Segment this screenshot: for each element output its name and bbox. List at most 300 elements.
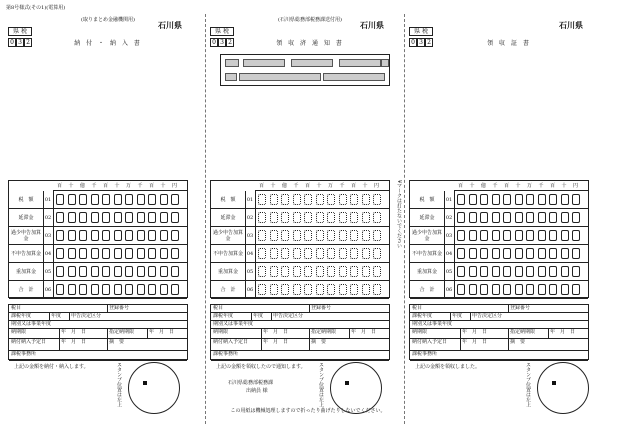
amount-digit-box[interactable] (327, 230, 335, 241)
amount-digit-box[interactable] (102, 248, 110, 259)
info-ymd: 年 月 日 (263, 339, 289, 345)
amount-digit-box[interactable] (561, 284, 569, 295)
info-reg-no: 登録番号 (109, 305, 130, 311)
info-due: 納期限 (412, 329, 428, 335)
amount-digit-box[interactable] (373, 230, 381, 241)
info-divider (470, 313, 471, 320)
amount-digit-box[interactable] (339, 230, 347, 241)
amount-digit-box[interactable] (293, 248, 301, 259)
ocr-bar-segment (243, 59, 285, 67)
info-assessment: 申告決定区分 (472, 313, 503, 319)
amount-digit-box[interactable] (469, 266, 477, 277)
amount-digit-box[interactable] (515, 266, 523, 277)
amount-digit-box[interactable] (316, 266, 324, 277)
amount-digit-box[interactable] (125, 266, 133, 277)
amount-digit-box[interactable] (515, 284, 523, 295)
amount-digit-box[interactable] (56, 284, 64, 295)
amount-digit-box[interactable] (68, 230, 76, 241)
info-designated-due: 指定納期限 (510, 329, 536, 335)
info-designated-due: 指定納期限 (311, 329, 337, 335)
amount-row (211, 245, 389, 263)
info-designated-due: 指定納期限 (109, 329, 135, 335)
amount-digit-box[interactable] (327, 248, 335, 259)
bottom-note: この用紙は機械処理しますので折ったり曲げたりしないでください。 (230, 408, 386, 414)
amount-digit-box[interactable] (171, 212, 179, 223)
prefecture-logo: 石川県 (559, 21, 583, 30)
info-divider (59, 329, 60, 338)
amount-digit-box[interactable] (339, 266, 347, 277)
amount-digit-box[interactable] (56, 248, 64, 259)
amount-digit-box[interactable] (102, 230, 110, 241)
amount-digit-box[interactable] (526, 248, 534, 259)
amount-digit-box[interactable] (148, 248, 156, 259)
prefecture-logo: 石川県 (158, 21, 182, 30)
amount-digit-box[interactable] (91, 284, 99, 295)
amount-digit-box[interactable] (480, 194, 488, 205)
amount-digit-box[interactable] (68, 284, 76, 295)
amount-digit-box[interactable] (281, 194, 289, 205)
amount-digit-box[interactable] (572, 194, 580, 205)
amount-digit-box[interactable] (526, 266, 534, 277)
amount-digit-box[interactable] (68, 248, 76, 259)
footer-person: 出納員 様 (246, 388, 268, 394)
amount-digit-box[interactable] (68, 194, 76, 205)
info-divider (460, 329, 461, 338)
ocr-barcode-area (220, 54, 390, 86)
amount-digit-box[interactable] (281, 266, 289, 277)
amount-digit-box[interactable] (316, 284, 324, 295)
amount-digit-box[interactable] (327, 284, 335, 295)
footer-statement: 上記の金額を領収したので通知します。 (216, 364, 306, 370)
info-divider (107, 329, 108, 338)
stamp-mark (345, 381, 349, 385)
amount-digit-box[interactable] (137, 194, 145, 205)
amount-digit-box[interactable] (457, 284, 465, 295)
amount-digit-box[interactable] (316, 230, 324, 241)
amount-digit-box[interactable] (538, 284, 546, 295)
amount-digit-box[interactable] (549, 266, 557, 277)
row-label: 税 額 (9, 191, 44, 208)
row-number: 02 (245, 209, 256, 226)
info-row (211, 339, 389, 351)
info-divider (309, 329, 310, 338)
info-divider (508, 305, 509, 312)
amount-digit-box[interactable] (293, 230, 301, 241)
row-label: 過少申告加算金 (9, 227, 44, 244)
info-row (211, 351, 389, 361)
row-label: 合 計 (410, 281, 445, 298)
amount-digit-box[interactable] (362, 266, 370, 277)
amount-digit-box[interactable] (572, 284, 580, 295)
amount-digit-box[interactable] (171, 266, 179, 277)
amount-digit-box[interactable] (160, 212, 168, 223)
digit-header: 万 (527, 183, 533, 189)
amount-digit-box[interactable] (350, 266, 358, 277)
amount-digit-box[interactable] (572, 266, 580, 277)
digit-header: 円 (172, 183, 178, 189)
code-digit: 3 (218, 38, 226, 47)
amount-digit-box[interactable] (561, 212, 569, 223)
amount-digit-box[interactable] (304, 194, 312, 205)
amount-digit-box[interactable] (457, 266, 465, 277)
amount-digit-box[interactable] (327, 194, 335, 205)
amount-digit-box[interactable] (137, 266, 145, 277)
amount-digit-box[interactable] (171, 284, 179, 295)
amount-digit-box[interactable] (561, 230, 569, 241)
amount-digit-box[interactable] (114, 212, 122, 223)
amount-digit-box[interactable] (526, 212, 534, 223)
tax-info-section (8, 304, 188, 360)
info-divider (261, 329, 262, 338)
amount-row (9, 263, 187, 281)
amount-digit-box[interactable] (503, 194, 511, 205)
amount-digit-box[interactable] (561, 266, 569, 277)
amount-digit-box[interactable] (350, 194, 358, 205)
amount-digit-box[interactable] (68, 266, 76, 277)
info-divider (69, 313, 70, 320)
amount-row (211, 281, 389, 299)
digit-header: 千 (91, 183, 97, 189)
amount-digit-box[interactable] (373, 248, 381, 259)
amount-digit-box[interactable] (258, 212, 266, 223)
amount-digit-box[interactable] (293, 266, 301, 277)
amount-digit-box[interactable] (160, 248, 168, 259)
amount-digit-box[interactable] (270, 266, 278, 277)
amount-digit-box[interactable] (137, 230, 145, 241)
info-assessment: 申告決定区分 (273, 313, 304, 319)
amount-digit-box[interactable] (503, 266, 511, 277)
amount-digit-box[interactable] (480, 266, 488, 277)
amount-digit-box[interactable] (160, 194, 168, 205)
amount-digit-box[interactable] (91, 266, 99, 277)
amount-digit-box[interactable] (549, 212, 557, 223)
amount-digit-box[interactable] (561, 194, 569, 205)
digit-header: 百 (259, 183, 265, 189)
amount-digit-box[interactable] (102, 194, 110, 205)
amount-row (211, 209, 389, 227)
amount-digit-box[interactable] (125, 194, 133, 205)
amount-digit-box[interactable] (515, 230, 523, 241)
amount-digit-box[interactable] (281, 212, 289, 223)
row-label: 過少申告加算金 (211, 227, 246, 244)
amount-digit-box[interactable] (160, 266, 168, 277)
amount-digit-box[interactable] (373, 284, 381, 295)
amount-digit-box[interactable] (79, 212, 87, 223)
form-title: 第8号様式(その1)(電算用) (6, 5, 66, 11)
amount-digit-box[interactable] (114, 248, 122, 259)
amount-digit-box[interactable] (339, 284, 347, 295)
amount-digit-box[interactable] (503, 212, 511, 223)
amount-grid (8, 180, 188, 298)
amount-digit-box[interactable] (480, 248, 488, 259)
amount-digit-box[interactable] (79, 248, 87, 259)
document-title: 領 収 済 通 知 書 (276, 40, 344, 47)
amount-digit-box[interactable] (56, 230, 64, 241)
amount-digit-box[interactable] (68, 212, 76, 223)
amount-digit-box[interactable] (339, 248, 347, 259)
amount-digit-box[interactable] (515, 248, 523, 259)
amount-digit-box[interactable] (572, 248, 580, 259)
amount-digit-box[interactable] (457, 212, 465, 223)
amount-digit-box[interactable] (79, 194, 87, 205)
amount-digit-box[interactable] (160, 230, 168, 241)
amount-digit-box[interactable] (102, 284, 110, 295)
ocr-bar-segment (225, 73, 237, 81)
code-digit: 2 (24, 38, 32, 47)
amount-digit-box[interactable] (270, 284, 278, 295)
amount-digit-box[interactable] (480, 284, 488, 295)
amount-digit-box[interactable] (114, 230, 122, 241)
digit-header: 百 (57, 183, 63, 189)
amount-digit-box[interactable] (350, 230, 358, 241)
amount-digit-box[interactable] (549, 194, 557, 205)
amount-grid (409, 180, 589, 298)
amount-digit-box[interactable] (91, 248, 99, 259)
ocr-bar-segment (381, 59, 389, 67)
info-divider (107, 339, 108, 350)
amount-digit-box[interactable] (281, 284, 289, 295)
amount-digit-box[interactable] (137, 212, 145, 223)
amount-digit-box[interactable] (492, 248, 500, 259)
info-year: 年度 (51, 313, 62, 319)
amount-row (9, 245, 187, 263)
amount-digit-box[interactable] (91, 230, 99, 241)
amount-digit-box[interactable] (258, 194, 266, 205)
code-digit: 0 (210, 38, 218, 47)
amount-row (211, 227, 389, 245)
amount-digit-box[interactable] (125, 284, 133, 295)
amount-digit-box[interactable] (125, 230, 133, 241)
amount-digit-box[interactable] (457, 194, 465, 205)
amount-digit-box[interactable] (327, 212, 335, 223)
amount-digit-box[interactable] (91, 194, 99, 205)
amount-digit-box[interactable] (270, 212, 278, 223)
amount-digit-box[interactable] (492, 212, 500, 223)
info-ymd: 年 月 日 (351, 329, 377, 335)
amount-digit-box[interactable] (56, 194, 64, 205)
amount-digit-box[interactable] (549, 248, 557, 259)
amount-digit-box[interactable] (538, 230, 546, 241)
amount-digit-box[interactable] (281, 248, 289, 259)
amount-digit-box[interactable] (148, 284, 156, 295)
code-digit: 3 (417, 38, 425, 47)
digit-header: 十 (316, 183, 322, 189)
amount-digit-box[interactable] (160, 284, 168, 295)
amount-digit-box[interactable] (469, 248, 477, 259)
footer-statement: 上記の金額を納付・納入します。 (14, 364, 89, 370)
tax-info-section (409, 304, 589, 360)
info-divider (59, 339, 60, 350)
amount-digit-box[interactable] (350, 284, 358, 295)
amount-digit-box[interactable] (538, 266, 546, 277)
info-due-date-label: 納付納入予定日 (11, 339, 47, 345)
amount-digit-box[interactable] (339, 212, 347, 223)
digit-header: 百 (103, 183, 109, 189)
amount-digit-box[interactable] (316, 248, 324, 259)
digit-header: 円 (573, 183, 579, 189)
amount-digit-box[interactable] (503, 230, 511, 241)
amount-digit-box[interactable] (148, 194, 156, 205)
info-ymd: 年 月 日 (149, 329, 175, 335)
amount-digit-box[interactable] (56, 212, 64, 223)
amount-digit-box[interactable] (293, 284, 301, 295)
amount-digit-box[interactable] (503, 248, 511, 259)
info-remarks: 摘 要 (311, 339, 327, 345)
amount-digit-box[interactable] (526, 284, 534, 295)
amount-digit-box[interactable] (79, 230, 87, 241)
digit-header: 億 (80, 183, 86, 189)
ocr-bar-segment (339, 59, 381, 67)
row-label: 延滞金 (9, 209, 44, 226)
info-office: 課税事務所 (213, 351, 239, 357)
amount-digit-box[interactable] (79, 266, 87, 277)
amount-digit-box[interactable] (503, 284, 511, 295)
amount-digit-box[interactable] (114, 284, 122, 295)
panel-separator (205, 14, 206, 424)
row-label: 重加算金 (211, 263, 246, 280)
amount-digit-box[interactable] (171, 194, 179, 205)
amount-digit-box[interactable] (480, 230, 488, 241)
amount-digit-box[interactable] (79, 284, 87, 295)
amount-digit-box[interactable] (270, 194, 278, 205)
amount-digit-box[interactable] (526, 230, 534, 241)
amount-digit-box[interactable] (526, 194, 534, 205)
code-digit: 2 (425, 38, 433, 47)
amount-digit-box[interactable] (561, 248, 569, 259)
row-label: 税 額 (211, 191, 246, 208)
amount-digit-box[interactable] (316, 194, 324, 205)
row-number: 01 (43, 191, 54, 208)
amount-digit-box[interactable] (148, 212, 156, 223)
info-year: 年度 (452, 313, 463, 319)
amount-digit-box[interactable] (469, 212, 477, 223)
info-remarks: 摘 要 (109, 339, 125, 345)
amount-digit-box[interactable] (350, 212, 358, 223)
info-ymd: 年 月 日 (61, 339, 87, 345)
amount-digit-box[interactable] (270, 230, 278, 241)
amount-digit-box[interactable] (515, 194, 523, 205)
amount-digit-box[interactable] (373, 194, 381, 205)
amount-digit-box[interactable] (572, 212, 580, 223)
amount-digit-box[interactable] (469, 230, 477, 241)
amount-digit-box[interactable] (114, 266, 122, 277)
digit-header: 十 (68, 183, 74, 189)
amount-digit-box[interactable] (480, 212, 488, 223)
amount-digit-box[interactable] (91, 212, 99, 223)
amount-digit-box[interactable] (457, 230, 465, 241)
info-divider (309, 305, 310, 312)
amount-digit-box[interactable] (304, 266, 312, 277)
amount-digit-box[interactable] (102, 212, 110, 223)
row-label: 不申告加算金 (211, 245, 246, 262)
amount-row (9, 209, 187, 227)
amount-digit-box[interactable] (327, 266, 335, 277)
amount-digit-box[interactable] (362, 212, 370, 223)
amount-digit-box[interactable] (293, 212, 301, 223)
amount-digit-box[interactable] (362, 248, 370, 259)
info-row (211, 329, 389, 339)
amount-digit-box[interactable] (148, 230, 156, 241)
amount-digit-box[interactable] (350, 248, 358, 259)
amount-digit-box[interactable] (469, 194, 477, 205)
amount-digit-box[interactable] (258, 230, 266, 241)
amount-digit-box[interactable] (492, 266, 500, 277)
amount-digit-box[interactable] (457, 248, 465, 259)
amount-digit-box[interactable] (171, 248, 179, 259)
info-row (9, 329, 187, 339)
amount-digit-box[interactable] (148, 266, 156, 277)
amount-digit-box[interactable] (549, 230, 557, 241)
amount-digit-box[interactable] (538, 212, 546, 223)
amount-digit-box[interactable] (538, 248, 546, 259)
info-divider (450, 313, 451, 320)
amount-digit-box[interactable] (549, 284, 557, 295)
info-divider (251, 313, 252, 320)
amount-digit-box[interactable] (373, 212, 381, 223)
digit-header: 十 (160, 183, 166, 189)
panel-subtitle: (石川県総務部税務課送付用) (278, 17, 342, 23)
amount-digit-box[interactable] (362, 284, 370, 295)
amount-digit-box[interactable] (572, 230, 580, 241)
amount-digit-box[interactable] (515, 212, 523, 223)
amount-digit-box[interactable] (304, 212, 312, 223)
amount-digit-box[interactable] (492, 230, 500, 241)
amount-digit-box[interactable] (125, 212, 133, 223)
stamp-note: スタンプ位置は左上 (116, 362, 122, 407)
stamp-circle (330, 362, 382, 414)
row-number: 03 (43, 227, 54, 244)
stamp-circle (537, 362, 589, 414)
amount-digit-box[interactable] (258, 266, 266, 277)
amount-digit-box[interactable] (492, 194, 500, 205)
amount-digit-box[interactable] (258, 284, 266, 295)
amount-digit-box[interactable] (125, 248, 133, 259)
form-panel-p3 (409, 14, 599, 424)
amount-digit-box[interactable] (304, 284, 312, 295)
amount-digit-box[interactable] (373, 266, 381, 277)
info-row (211, 305, 389, 313)
amount-digit-box[interactable] (102, 266, 110, 277)
info-row (9, 351, 187, 361)
amount-digit-box[interactable] (339, 194, 347, 205)
amount-digit-box[interactable] (114, 194, 122, 205)
amount-digit-box[interactable] (538, 194, 546, 205)
amount-digit-box[interactable] (492, 284, 500, 295)
amount-digit-box[interactable] (281, 230, 289, 241)
info-due-date-label: 納付納入予定日 (213, 339, 249, 345)
info-office: 課税事務所 (412, 351, 438, 357)
amount-digit-box[interactable] (258, 248, 266, 259)
digit-header: 億 (282, 183, 288, 189)
amount-grid (210, 180, 390, 298)
amount-digit-box[interactable] (316, 212, 324, 223)
amount-digit-box[interactable] (304, 248, 312, 259)
info-row (9, 321, 187, 329)
amount-digit-box[interactable] (56, 266, 64, 277)
amount-digit-box[interactable] (362, 194, 370, 205)
amount-digit-box[interactable] (293, 194, 301, 205)
stamp-mark (143, 381, 147, 385)
amount-digit-box[interactable] (304, 230, 312, 241)
amount-digit-box[interactable] (171, 230, 179, 241)
digit-header: 千 (538, 183, 544, 189)
amount-digit-box[interactable] (270, 248, 278, 259)
info-divider (309, 339, 310, 350)
amount-digit-box[interactable] (362, 230, 370, 241)
amount-digit-box[interactable] (137, 284, 145, 295)
amount-digit-box[interactable] (137, 248, 145, 259)
amount-digit-box[interactable] (469, 284, 477, 295)
